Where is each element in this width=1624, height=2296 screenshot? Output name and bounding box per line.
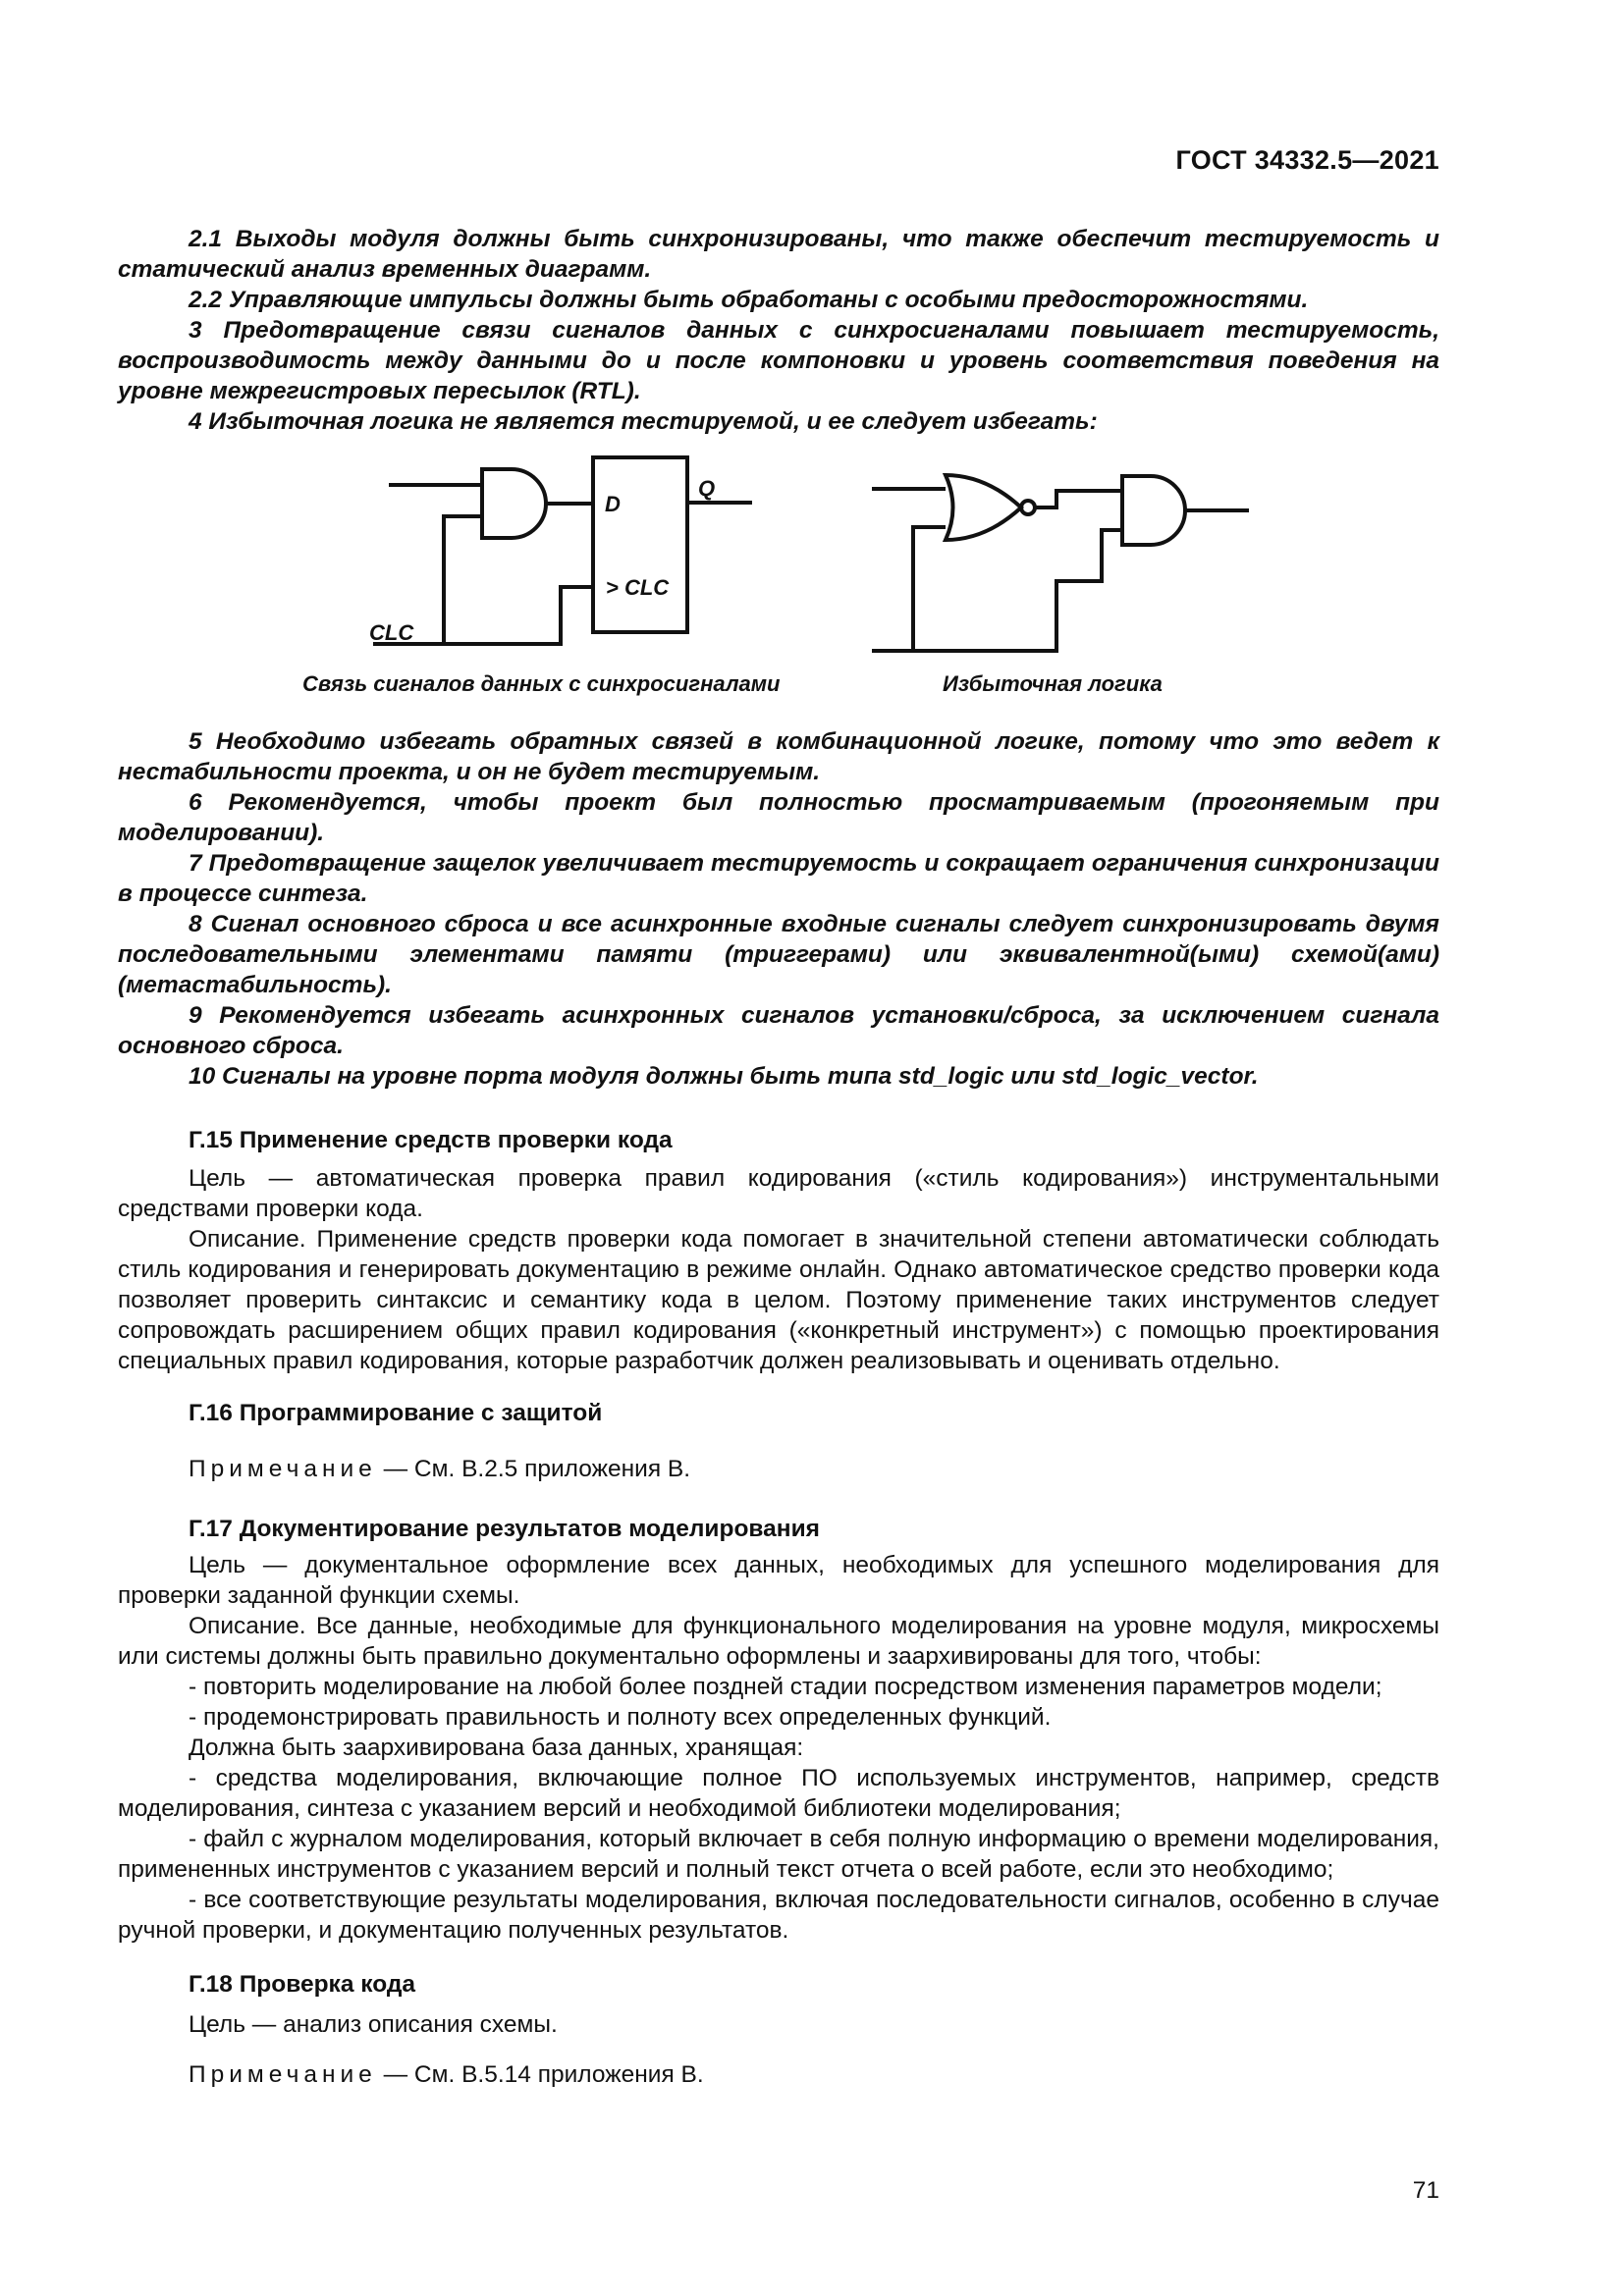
recommendation-10: 10 Сигналы на уровне порта модуля должны быть типа std_logic или std_logic_vector.	[189, 1063, 1259, 1090]
note-label: Примечание	[189, 1456, 377, 1482]
g18-note	[118, 2059, 1439, 2090]
recommendation-2-1: 2.1 Выходы модуля должны быть синхронизированы, что также обеспечит тестируемость и статический анализ временных диаграмм.	[118, 226, 1439, 283]
note-text: — См. В.2.5 приложения В.	[376, 1456, 691, 1482]
g17-list-item: - средства моделирования, включающие полное ПО используемых инструментов, например, средств моделирования, синтеза с указанием версий и необходимой библиотеки моделирования;	[118, 1765, 1439, 1822]
recommendation-9: 9 Рекомендуется избегать асинхронных сигналов установки/сброса, за исключением сигнала основного сброса.	[118, 1002, 1439, 1059]
nor-gate	[946, 475, 1021, 540]
g17-list-item: - все соответствующие результаты моделирования, включая последовательности сигналов, особенно в случае ручной проверки, и документацию полученных результатов.	[118, 1887, 1439, 1944]
section-g17	[118, 1514, 1439, 1946]
recommendation-3: 3 Предотвращение связи сигналов данных с синхросигналами повышает тестируемость, воспроизводимость между данными до и после компоновки и уровень соответствия поведения на уровне межрегистровых пересылок (RTL).	[118, 317, 1439, 404]
recommendations-list-b	[118, 726, 1439, 1092]
and-gate-1	[482, 469, 546, 538]
g17-goal: Цель — документальное оформление всех данных, необходимых для успешного моделирования для проверки заданной функции схемы.	[118, 1552, 1439, 1609]
section-g18	[118, 1969, 1439, 2090]
label-q: Q	[698, 476, 716, 501]
g17-list-item: - повторить моделирование на любой более поздней стадии посредством изменения параметров модели;	[189, 1674, 1382, 1700]
recommendation-8: 8 Сигнал основного сброса и все асинхронные входные сигналы следует синхронизировать двумя последовательными элементами памяти (триггерами) или эквивалентной(ыми) схемой(ами) (метастабильность).	[118, 911, 1439, 998]
g17-archive-intro: Должна быть заархивирована база данных, хранящая:	[189, 1735, 804, 1761]
g15-description: Описание. Применение средств проверки кода помогает в значительной степени автоматически соблюдать стиль кодирования и генерировать документацию в режиме онлайн. Однако автоматическое средство проверки кода позволяет проверить синтаксис и семантику кода в целом. Поэтому применение таких инструментов следует сопровождать расширением общих правил кодирования («конкретный инструмент») с помощью проектирования специальных правил кодирования, которые разработчик должен реализовывать и оценивать отдельно.	[118, 1226, 1439, 1374]
g16-note	[118, 1454, 1439, 1484]
section-heading-g16: Г.16 Программирование с защитой	[189, 1400, 603, 1426]
label-d: D	[605, 492, 621, 516]
and-gate-2	[1122, 476, 1185, 545]
flip-flop-box	[593, 457, 687, 632]
section-g16	[118, 1398, 1439, 1484]
redundant-logic-circuit	[872, 475, 1249, 651]
left-figure-caption: Связь сигналов данных с синхросигналами	[302, 671, 781, 696]
standard-number: ГОСТ 34332.5—2021	[1175, 145, 1439, 175]
section-g15	[118, 1125, 1439, 1376]
note-label: Примечание	[189, 2061, 377, 2088]
right-figure-caption: Избыточная логика	[943, 671, 1163, 696]
g17-list-item: - файл с журналом моделирования, который включает в себя полную информацию о времени моделирования, примененных инструментов с указанием версий и полный текст отчета о всей работе, если это необходимо;	[118, 1826, 1439, 1883]
g17-description: Описание. Все данные, необходимые для функционального моделирования на уровне модуля, микросхемы или системы должны быть правильно документально оформлены и заархивированы для того, чтобы:	[118, 1613, 1439, 1670]
section-heading-g17: Г.17 Документирование результатов моделирования	[189, 1516, 820, 1542]
logic-diagram	[0, 0, 1624, 707]
section-heading-g15: Г.15 Применение средств проверки кода	[189, 1127, 673, 1153]
g15-goal: Цель — автоматическая проверка правил кодирования («стиль кодирования») инструментальными средствами проверки кода.	[118, 1165, 1439, 1222]
page-number: 71	[1412, 2177, 1439, 2204]
recommendation-7: 7 Предотвращение защелок увеличивает тестируемость и сокращает ограничения синхронизации в процессе синтеза.	[118, 850, 1439, 907]
recommendation-6: 6 Рекомендуется, чтобы проект был полностью просматриваемым (прогоняемым при моделировании).	[118, 789, 1439, 846]
recommendation-5: 5 Необходимо избегать обратных связей в комбинационной логике, потому что это ведет к нестабильности проекта, и он не будет тестируемым.	[118, 728, 1439, 785]
recommendation-4: 4 Избыточная логика не является тестируемой, и ее следует избегать:	[189, 408, 1098, 435]
g18-goal: Цель — анализ описания схемы.	[189, 2011, 558, 2038]
note-text: — См. В.5.14 приложения В.	[376, 2061, 704, 2088]
section-heading-g18: Г.18 Проверка кода	[189, 1971, 416, 1998]
data-clock-coupling-circuit	[373, 457, 752, 644]
recommendation-2-2: 2.2 Управляющие импульсы должны быть обработаны с особыми предосторожностями.	[189, 287, 1309, 313]
g17-list-item: - продемонстрировать правильность и полноту всех определенных функций.	[189, 1704, 1052, 1731]
label-clc: CLC	[369, 620, 414, 645]
label-clc-input: > CLC	[606, 575, 670, 600]
